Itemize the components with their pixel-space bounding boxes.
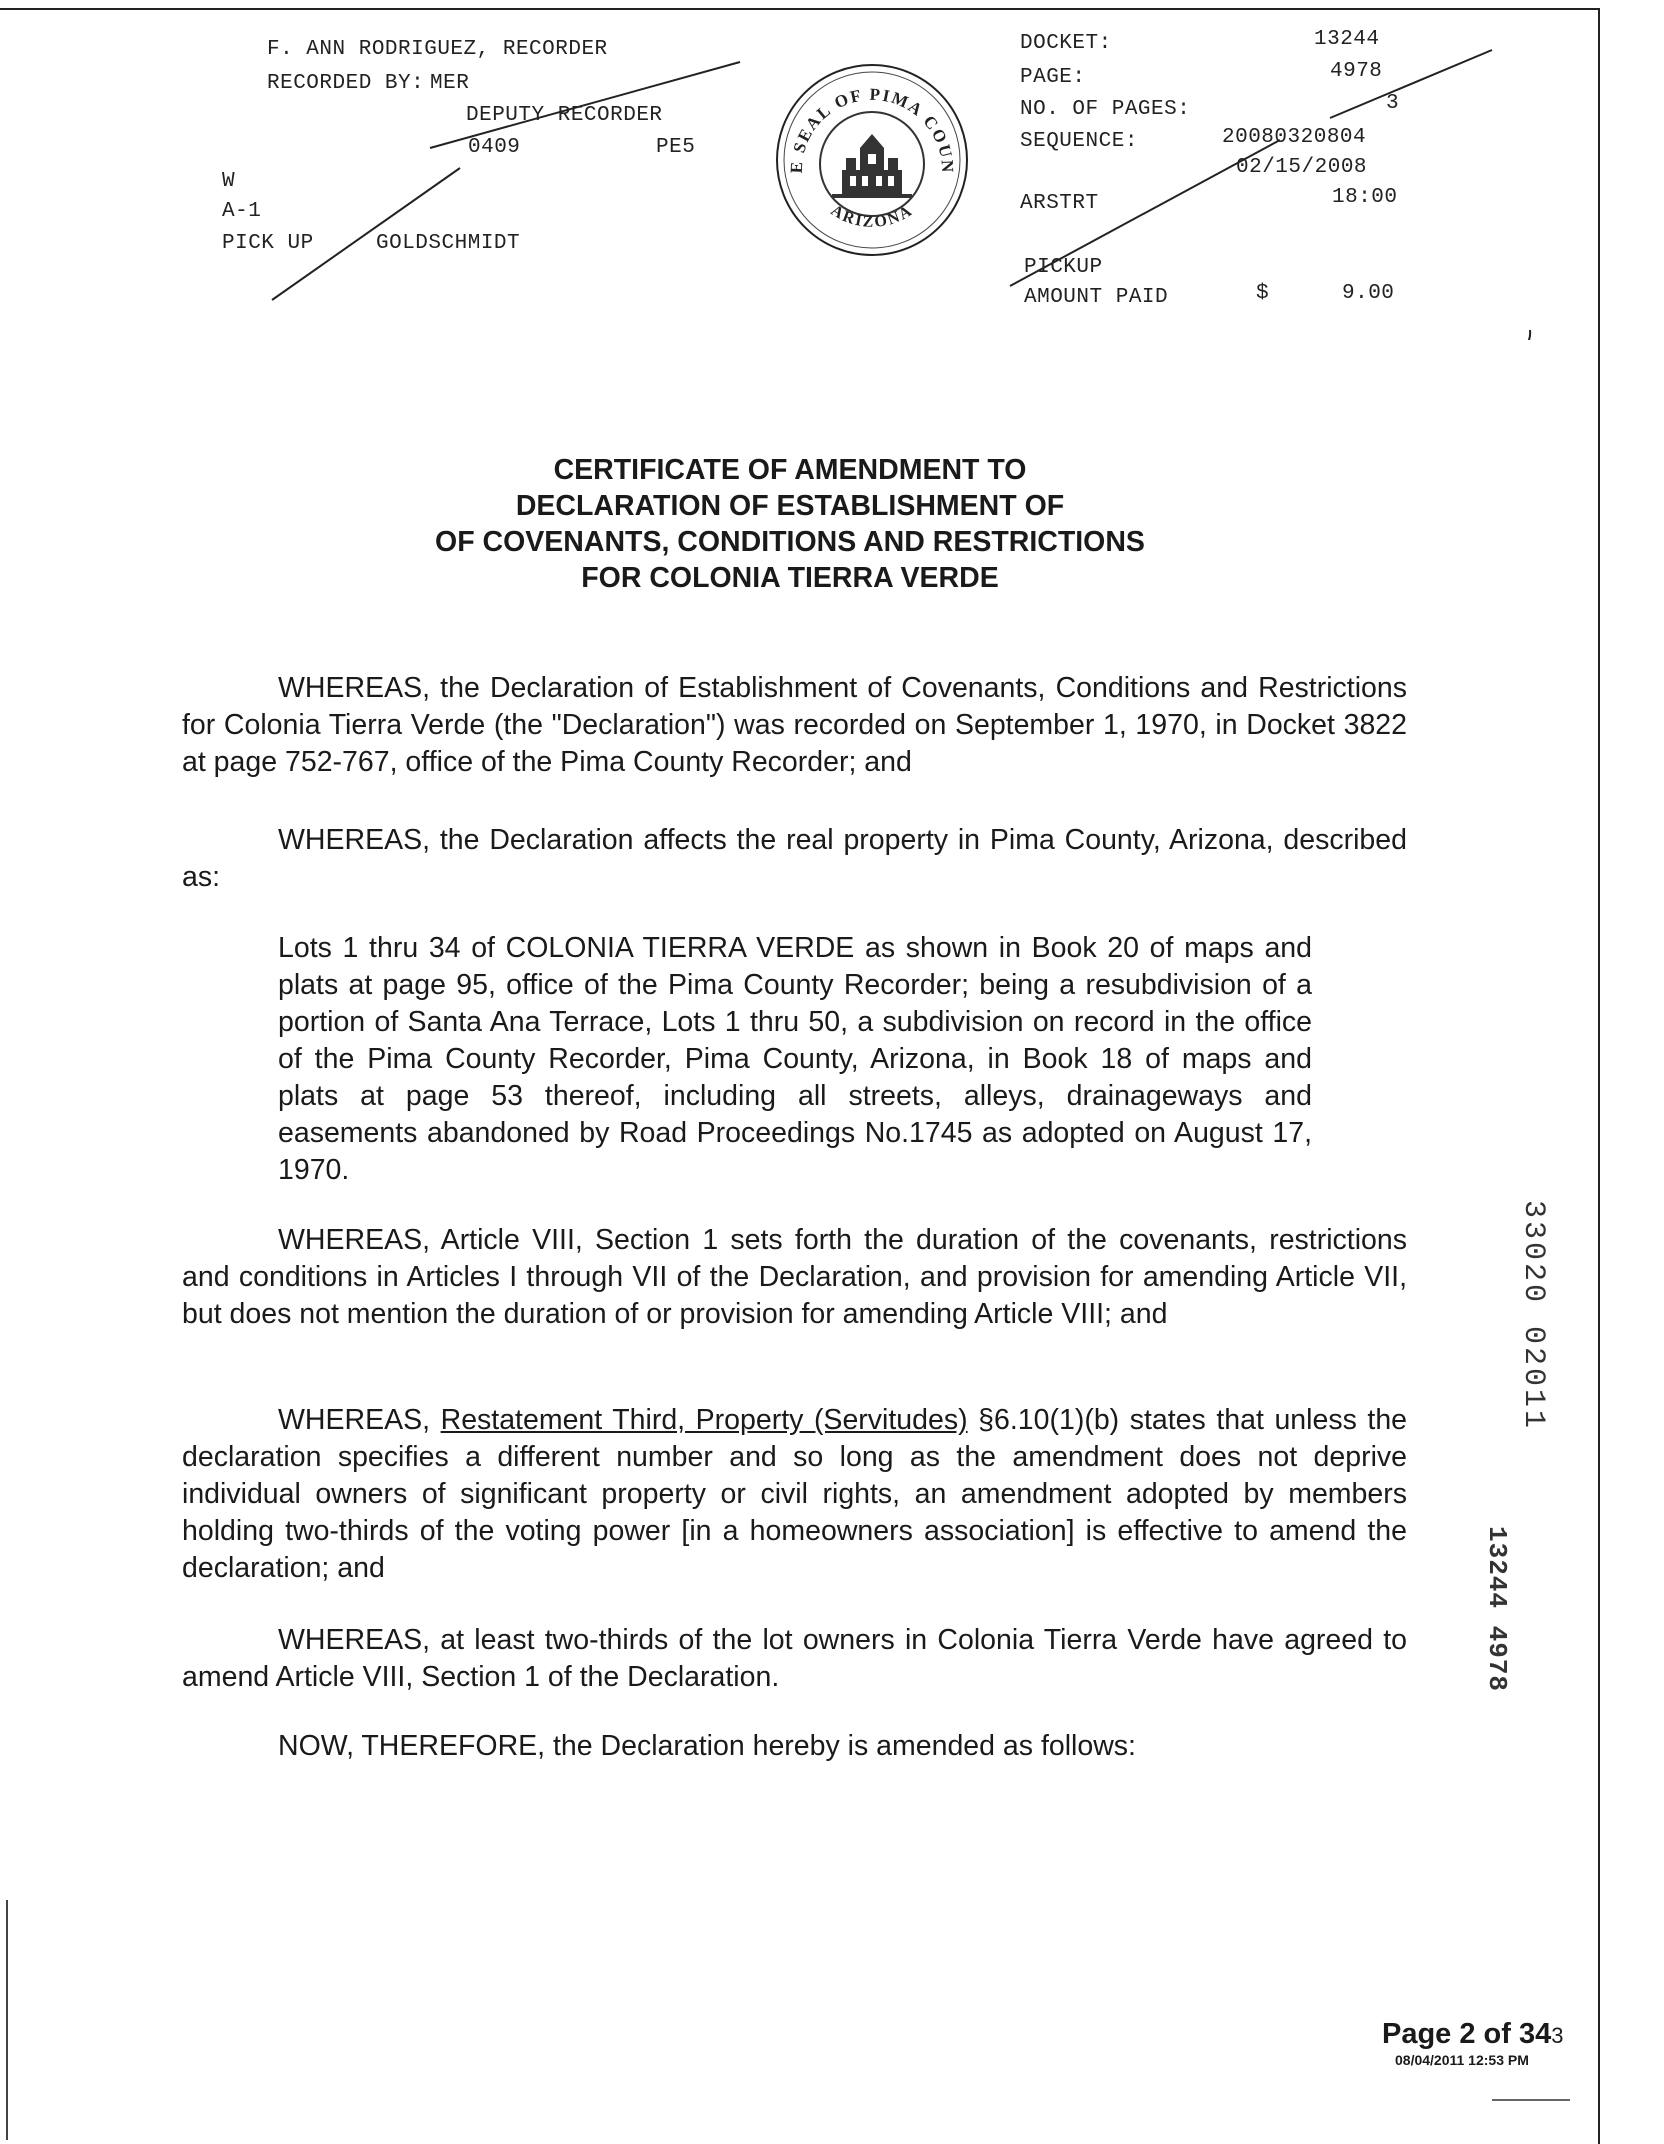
arstrt-label: ARSTRT — [1020, 192, 1099, 215]
page-label: PAGE: — [1020, 66, 1086, 89]
paragraph-text: NOW, THEREFORE, the Declaration hereby is amended as follows: — [278, 1730, 1136, 1762]
amount-paid-value: 9.00 — [1342, 282, 1395, 305]
paragraph-text: §6.10(1)(b) states that unless the declaration specifies a different number and so long as the amendment does not deprive individual owners of significant property or civil rights, an amendment adopted by members holding two-thirds of the voting power [in a homeowners association] is effective to amend the declaration; and — [182, 1404, 1408, 1584]
code-w: W — [222, 170, 236, 193]
title-line: CERTIFICATE OF AMENDMENT TO — [553, 454, 1027, 486]
recorded-by-label: RECORDED BY: — [267, 72, 425, 95]
page-border — [6, 1900, 8, 2140]
legal-text: Lots 1 thru 34 of COLONIA TIERRA VERDE as shown in Book 20 of maps and plats at page 95, office of the Pima County Recorder; being a resubdivision of a portion of Santa Ana Terrace, Lots 1 thru 50, a subdivision on record in the office of the Pima County Recorder, Pima County, Arizona, in Book 18 of maps and plats at page 53 thereof, including all streets, alleys, drainageways and easements abandoned by Road Proceedings No.1745 as adopted on August 17, 1970. — [278, 932, 1312, 1186]
docket-value: 13244 — [1314, 28, 1380, 51]
whereas-paragraph-1 — [182, 670, 1407, 781]
num-pages-label: NO. OF PAGES: — [1020, 98, 1191, 121]
sequence-value: 20080320804 — [1222, 126, 1367, 149]
code-a1: A-1 — [222, 200, 262, 223]
whereas-paragraph-4 — [182, 1402, 1407, 1587]
title-line: OF COVENANTS, CONDITIONS AND RESTRICTIONS — [435, 526, 1145, 558]
whereas-paragraph-5 — [182, 1622, 1407, 1696]
print-timestamp: 08/04/2011 12:53 PM — [1395, 2052, 1529, 2068]
pickup-2-label: PICKUP — [1024, 256, 1103, 279]
legal-description — [278, 930, 1312, 1189]
page-number-text: Page 2 of 34 — [1382, 2018, 1552, 2050]
whereas-paragraph-2 — [182, 822, 1407, 896]
record-time: 18:00 — [1332, 186, 1398, 209]
now-therefore-paragraph — [182, 1728, 1407, 1765]
page-value: 4978 — [1330, 60, 1383, 83]
footer-rule — [1400, 2090, 1600, 2110]
citation: Restatement Third, Property (Servitudes) — [440, 1404, 968, 1436]
pickup-value: GOLDSCHMIDT — [376, 232, 521, 255]
seal-bottom-text: ARIZONA — [827, 201, 917, 231]
title-line: DECLARATION OF ESTABLISHMENT OF — [515, 490, 1065, 522]
sequence-label: SEQUENCE: — [1020, 130, 1138, 153]
paragraph-text: WHEREAS, the Declaration of Establishment of Covenants, Conditions and Restrictions for Colonia Tierra Verde (the "Declaration") was recorded on September 1, 1970, in Docket 3822 at page 752-767, office of the Pima County Recorder; and — [182, 672, 1407, 778]
deputy-recorder: DEPUTY RECORDER — [466, 104, 663, 127]
document-title — [390, 452, 1190, 596]
amount-paid-label: AMOUNT PAID — [1024, 286, 1169, 309]
docket-label: DOCKET: — [1020, 32, 1112, 55]
title-line: FOR COLONIA TIERRA VERDE — [581, 562, 999, 594]
paragraph-text: WHEREAS, at least two-thirds of the lot owners in Colonia Tierra Verde have agreed to amend Article VIII, Section 1 of the Declaration. — [182, 1624, 1407, 1693]
page-number-suffix: 3 — [1551, 2023, 1564, 2048]
page-number — [1382, 2018, 1564, 2051]
pickup-label: PICK UP — [222, 232, 314, 255]
header-pen-marks — [0, 0, 1600, 340]
record-date: 02/15/2008 — [1236, 156, 1368, 179]
paragraph-text: WHEREAS, the Declaration affects the real property in Pima County, Arizona, described as: — [182, 824, 1407, 893]
recorder-name: F. ANN RODRIGUEZ, RECORDER — [267, 38, 608, 61]
whereas-paragraph-3 — [182, 1222, 1407, 1333]
side-stamp-2: 13244 4978 — [1482, 1526, 1512, 1693]
side-stamp: 33020 02011 — [1516, 1200, 1550, 1432]
paragraph-text: WHEREAS, Article VIII, Section 1 sets forth the duration of the covenants, restrictions and conditions in Articles I through VII of the Declaration, and provision for amending Article VII, but does not mention the duration of or provision for amending Article VIII; and — [182, 1224, 1407, 1330]
deputy-code-2: PE5 — [656, 136, 696, 159]
recorded-by-value: MER — [430, 72, 470, 95]
paragraph-text: WHEREAS, — [278, 1404, 431, 1436]
deputy-code: 0409 — [468, 136, 521, 159]
seal-top-text: E SEAL OF PIMA COUN — [786, 84, 958, 175]
num-pages-value: 3 — [1386, 92, 1400, 115]
amount-currency: $ — [1256, 282, 1270, 305]
